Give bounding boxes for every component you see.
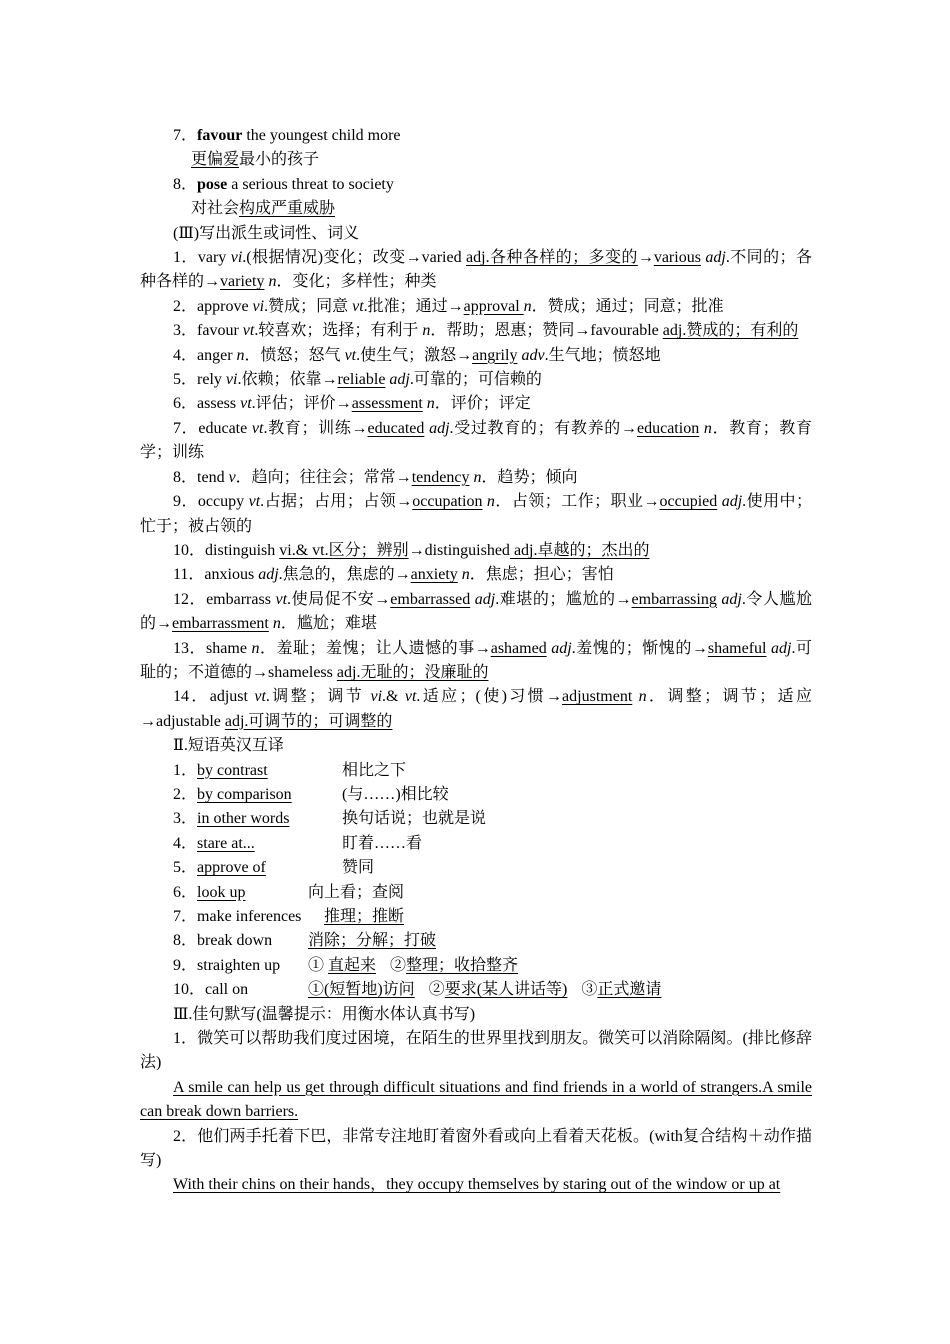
derivative-2: 2．approve vi.赞成；同意 vt.批准；通过→approval n．赞成；通过；同意；批准 bbox=[173, 297, 724, 315]
derivative-14: 14．adjust vt.调整；调节 vi.& vt.适应；(使)习惯→adjustment n．调整；调节；适应→adjustable adj.可调节的；可调整的 bbox=[140, 688, 812, 730]
derivative-5: 5．rely vi.依赖；依靠→reliable adj.可靠的；可信赖的 bbox=[173, 371, 542, 389]
sentence-1-prompt: 1．微笑可以帮助我们度过困境，在陌生的世界里找到朋友。微笑可以消除隔阂。(排比修辞法) bbox=[140, 1030, 812, 1072]
derivative-11: 11．anxious adj.焦急的，焦虑的→anxiety n．焦虑；担心；害怕 bbox=[173, 566, 614, 584]
phrase-10: 10．call on ①(短暂地)访问 ②要求(某人讲话等) ③正式邀请 bbox=[173, 981, 662, 999]
phrase-2: 2．by comparison (与……)相比较 bbox=[173, 785, 449, 803]
item-8: 8．pose a serious threat to society bbox=[173, 175, 394, 193]
section-heading-derivatives: (Ⅲ)写出派生或词性、词义 bbox=[173, 224, 360, 242]
derivative-10: 10．distinguish vi.& vt.区分；辨别→distinguished adj.卓越的；杰出的 bbox=[173, 541, 650, 559]
item-7-answer: 更偏爱最小的孩子 bbox=[191, 151, 320, 169]
derivative-1: 1．vary vi.(根据情况)变化；改变→varied adj.各种各样的；多变的→various adj.不同的；各种各样的→variety n．变化；多样性；种类 bbox=[140, 249, 812, 291]
derivative-12: 12．embarrass vt.使局促不安→embarrassed adj.难堪的；尴尬的→embarrassing adj.令人尴尬的→embarrassment n．尴尬；难堪 bbox=[140, 590, 812, 633]
phrase-6: 6．look up 向上看；查阅 bbox=[173, 883, 405, 901]
phrase-4: 4．stare at... 盯着……看 bbox=[173, 834, 423, 852]
document-page bbox=[140, 124, 812, 1198]
sentence-2-answer: With their chins on their hands，they occupy themselves by staring out of the window or up at bbox=[173, 1176, 781, 1194]
phrase-7: 7．make inferences 推理；推断 bbox=[173, 908, 405, 925]
derivative-3: 3．favour vt.较喜欢；选择；有利于 n．帮助；恩惠；赞同→favourable adj.赞成的；有利的 bbox=[173, 322, 799, 340]
phrase-3: 3．in other words 换句话说；也就是说 bbox=[173, 810, 487, 828]
derivative-13: 13．shame n．羞耻；羞愧；让人遗憾的事→ashamed adj.羞愧的；惭愧的→shameful adj.可耻的；不道德的→shameless adj.无耻的；没廉耻的 bbox=[140, 639, 813, 681]
phrase-8: 8．break down 消除；分解；打破 bbox=[173, 932, 437, 950]
derivative-4: 4．anger n．愤怒；怒气 vt.使生气；激怒→angrily adv.生气地；愤怒地 bbox=[173, 346, 661, 364]
derivative-7: 7．educate vt.教育；训练→educated adj.受过教育的；有教养的→education n．教育；教育学；训练 bbox=[140, 419, 812, 462]
sentence-2-prompt: 2．他们两手托着下巴，非常专注地盯着窗外看或向上看着天花板。(with复合结构＋动作描写) bbox=[140, 1127, 812, 1170]
sentence-1-answer: A smile can help us get through difficult situations and find friends in a world of strangers.A smile can break down barriers. bbox=[140, 1078, 812, 1121]
phrase-9: 9．straighten up ① 直起来 ②整理；收拾整齐 bbox=[173, 956, 519, 974]
derivative-8: 8．tend v．趋向；往往会；常常→tendency n．趋势；倾向 bbox=[173, 468, 578, 486]
item-8-answer: 对社会构成严重威胁 bbox=[191, 200, 336, 218]
item-7: 7．favour the youngest child more bbox=[173, 127, 401, 144]
derivative-6: 6．assess vt.评估；评价→assessment n．评价；评定 bbox=[173, 395, 531, 413]
section-heading-sentences: Ⅲ.佳句默写(温馨提示：用衡水体认真书写) bbox=[173, 1005, 476, 1023]
derivative-9: 9．occupy vt.占据；占用；占领→occupation n．占领；工作；职业→occupied adj.使用中；忙于；被占领的 bbox=[140, 493, 812, 535]
phrase-1: 1．by contrast 相比之下 bbox=[173, 761, 407, 779]
section-heading-phrases: Ⅱ.短语英汉互译 bbox=[173, 737, 284, 755]
phrase-5: 5．approve of 赞同 bbox=[173, 859, 375, 877]
